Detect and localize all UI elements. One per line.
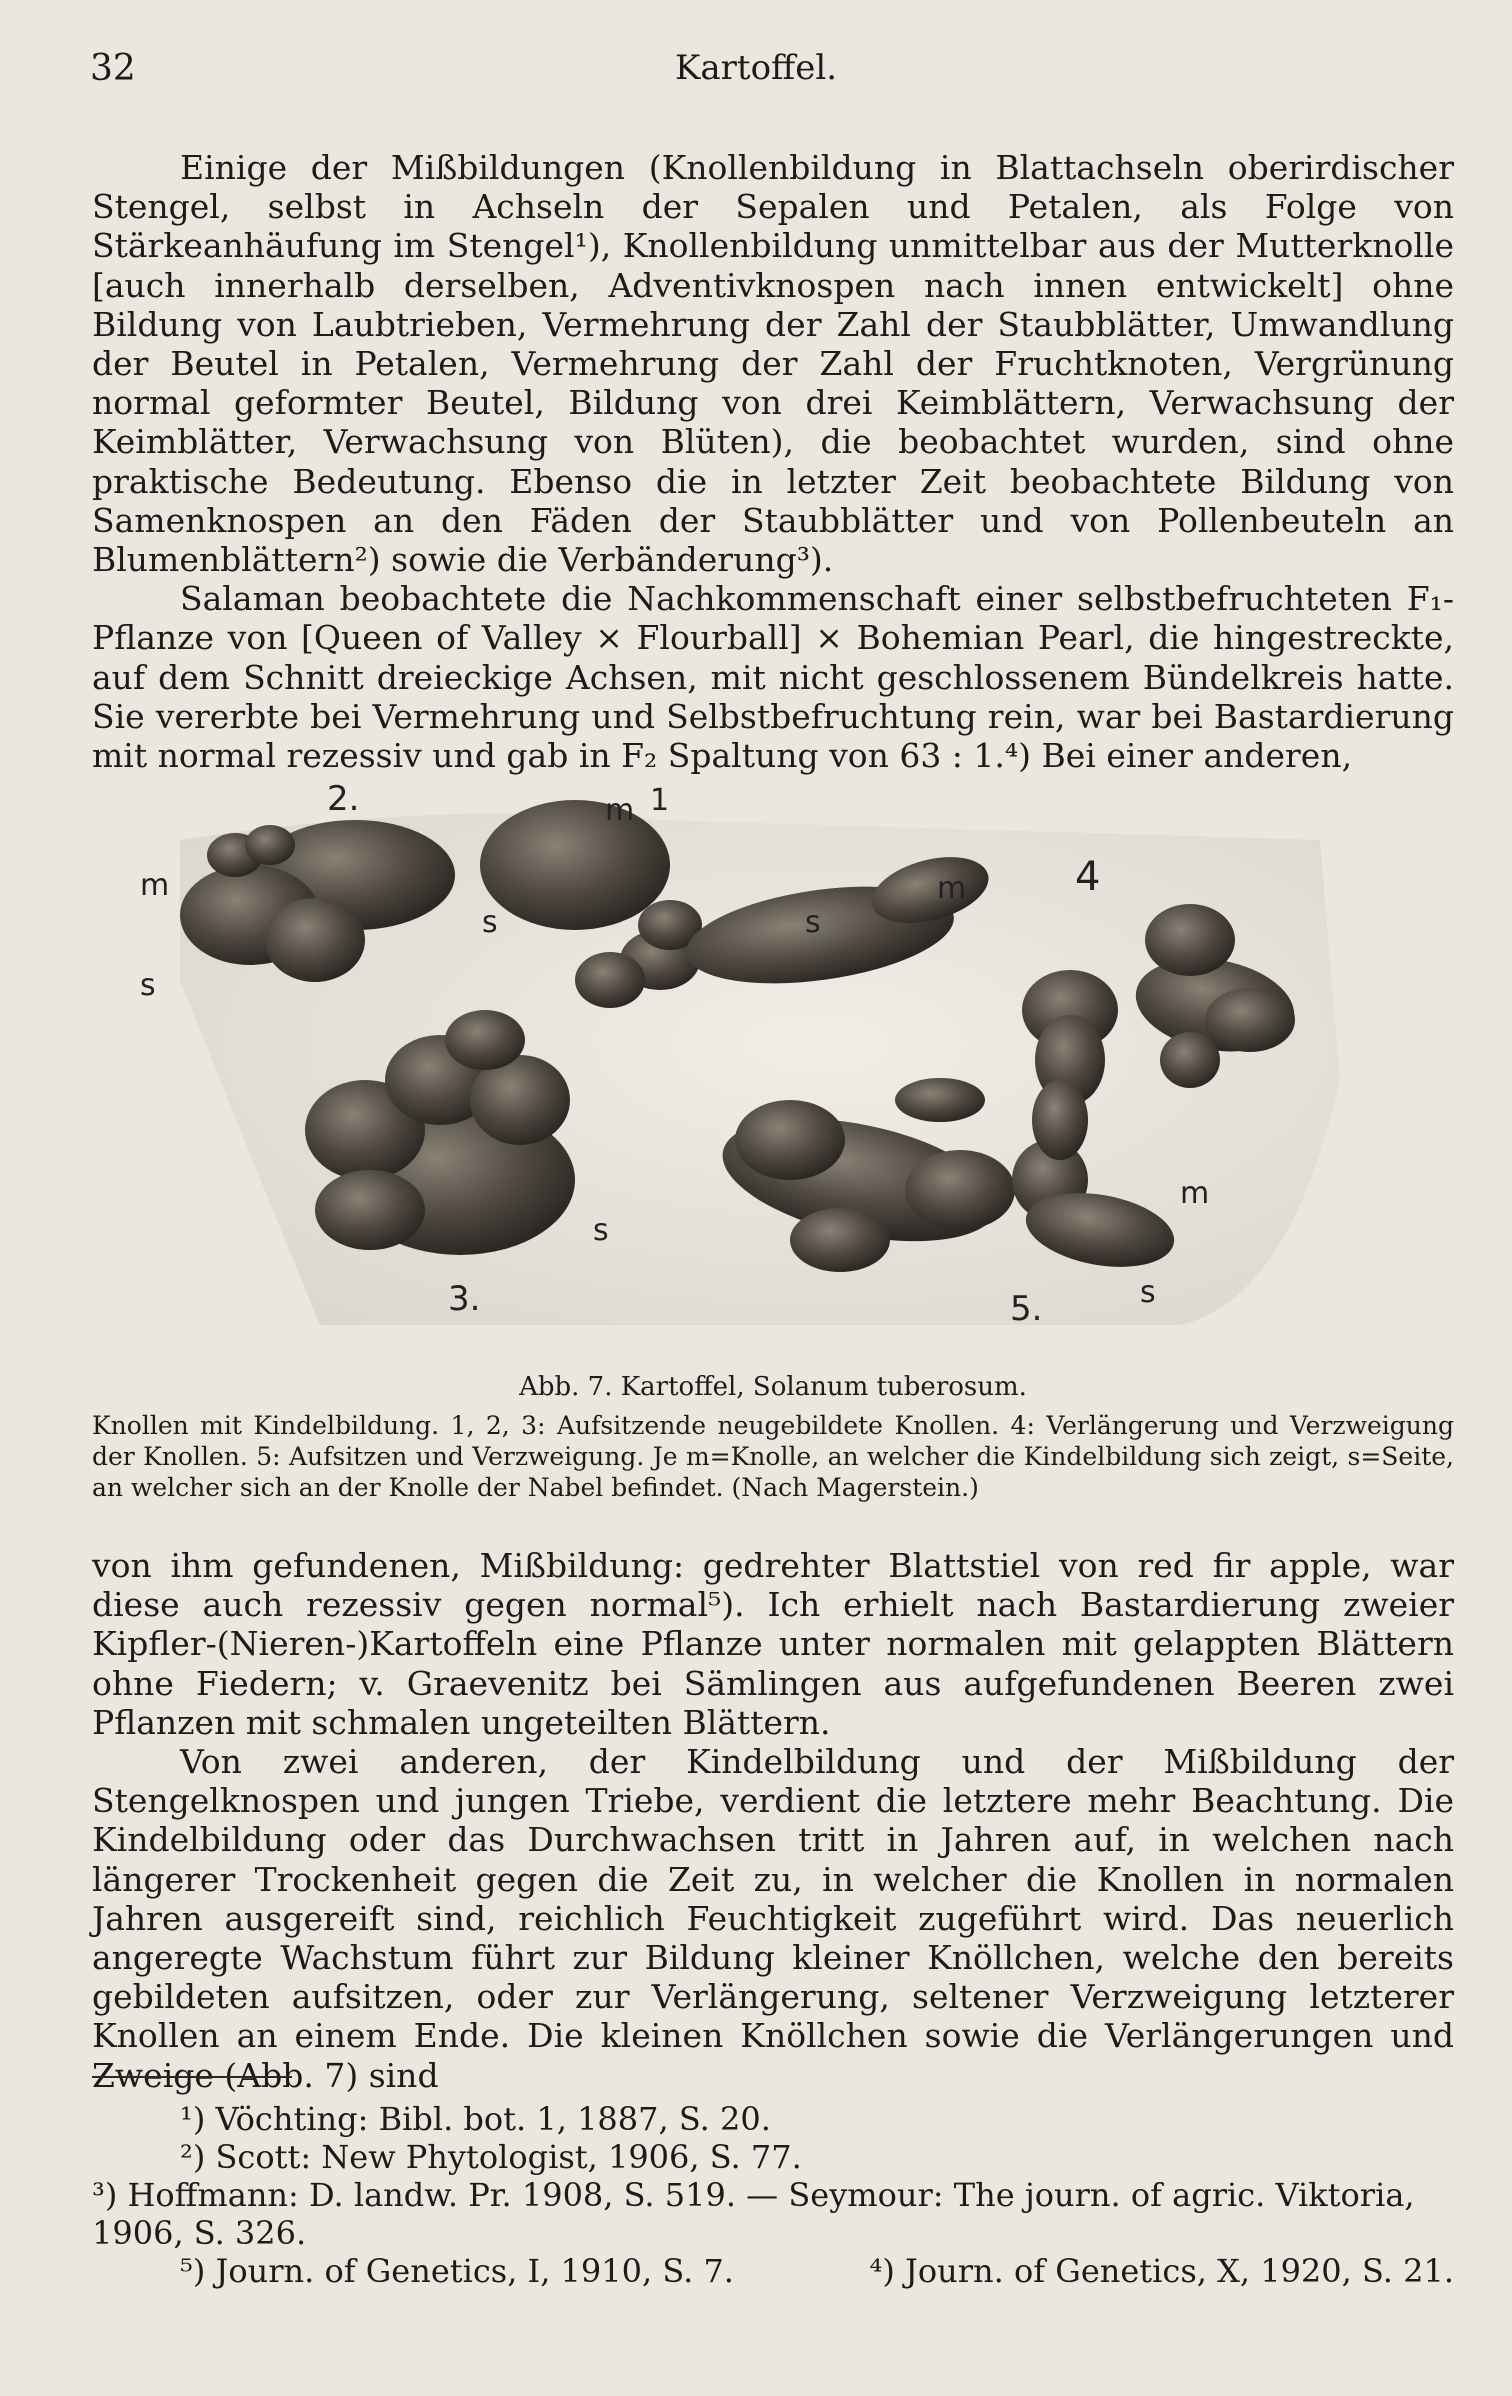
body-text-top [92, 148, 1454, 775]
label-group-5: 5. [1010, 1289, 1043, 1329]
footnote-1: ¹) Vöchting: Bibl. bot. 1, 1887, S. 20. [180, 2100, 771, 2138]
label-group-2: 2. [327, 780, 360, 819]
label-m: m [937, 871, 967, 906]
running-title: Kartoffel. [674, 48, 837, 88]
page-header [90, 48, 1422, 98]
tuber-photograph [140, 780, 1380, 1335]
label-s: s [482, 905, 498, 940]
figure-caption-text: Knollen mit Kindelbildung. 1, 2, 3: Aufsitzende neugebildete Knollen. 4: Verlängerung und Verzweigung der Knollen. 5: Aufsitzen und Verzweigung. Je m=Knolle, an welcher die Kindelbildung sich zeigt, s=Seite, an welcher sich an der Knolle der Nabel befindet. (Nach Magerstein.) [92, 1411, 1454, 1502]
paragraph: Einige der Mißbildungen (Knollenbildung in Blattachseln oberirdischer Stengel, selbst in Achseln der Sepalen und Petalen, als Folge von Stärkeanhäufung im Stengel¹), Knollenbildung unmittelbar aus der Mutterknolle [auch innerhalb derselben, Adventivknospen nach innen entwickelt] ohne Bildung von Laubtrieben, Vermehrung der Zahl der Staubblätter, Umwandlung der Beutel in Petalen, Vermehrung der Zahl der Fruchtknoten, Vergrünung normal geformter Beutel, Bildung von drei Keimblättern, Verwachsung der Keimblätter, Verwachsung von Blüten), die beobachtet wurden, sind ohne praktische Bedeutung. Ebenso die in letzter Zeit beobachtete Bildung von Samenknospen an den Fäden der Staubblätter und von Pollenbeuteln an Blumenblättern²) sowie die Verbänderung³). [92, 148, 1454, 580]
label-s: s [140, 968, 156, 1003]
footnote-2: ²) Scott: New Phytologist, 1906, S. 77. [180, 2138, 802, 2176]
label-s: s [805, 905, 821, 940]
label-m: m [140, 868, 170, 903]
footnote-rule [92, 2076, 292, 2078]
page-number: 32 [90, 48, 136, 89]
label-m: m [1180, 1176, 1210, 1211]
label-group-3: 3. [448, 1279, 481, 1319]
footnote-4: ⁴) Journ. of Genetics, X, 1920, S. 21. [869, 2252, 1454, 2290]
footnote-3: ³) Hoffmann: D. landw. Pr. 1908, S. 519. — Seymour: The journ. of agric. Viktoria, 1906, S. 326. [92, 2176, 1415, 2252]
footnote-5: ⁵) Journ. of Genetics, I, 1910, S. 7. [180, 2252, 734, 2290]
footnote-row [92, 2252, 1454, 2290]
figure-caption-title: Abb. 7. Kartoffel, Solanum tuberosum. [519, 1372, 1027, 1402]
footnotes [92, 2100, 1454, 2290]
label-group-1: 1 [650, 783, 670, 818]
body-text-bottom [92, 1546, 1454, 2095]
figure-potato-tubers [140, 780, 1380, 1335]
label-s: s [593, 1213, 609, 1248]
paragraph: von ihm gefundenen, Mißbildung: gedrehter Blattstiel von red fir apple, war diese auch rezessiv gegen normal⁵). Ich erhielt nach Bastardierung zweier Kipfler-(Nieren-)Kartoffeln eine Pflanze unter normalen mit gelappten Blättern ohne Fiedern; v. Graevenitz bei Sämlingen aus aufgefundenen Beeren zwei Pflanzen mit schmalen ungeteilten Blättern. [92, 1546, 1454, 1742]
label-group-4: 4 [1075, 854, 1101, 900]
paragraph: Von zwei anderen, der Kindelbildung und der Mißbildung der Stengelknospen und jungen Triebe, verdient die letztere mehr Beachtung. Die Kindelbildung oder das Durchwachsen tritt in Jahren auf, in welchen nach längerer Trockenheit gegen die Zeit zu, in welcher die Knollen in normalen Jahren ausgereift sind, reichlich Feuchtigkeit zugeführt wird. Das neuerlich angeregte Wachstum führt zur Bildung kleiner Knöllchen, welche den bereits gebildeten aufsitzen, oder zur Verlängerung, seltener Verzweigung letzterer Knollen an einem Ende. Die kleinen Knöllchen sowie die Verlängerungen und Zweige (Abb. 7) sind [92, 1742, 1454, 2095]
label-m: m [605, 793, 635, 828]
label-s: s [1140, 1275, 1156, 1310]
paragraph: Salaman beobachtete die Nachkommenschaft einer selbstbefruchteten F₁-Pflanze von [Queen of Valley × Flourball] × Bohemian Pearl, die hingestreckte, auf dem Schnitt dreieckige Achsen, mit nicht geschlossenem Bündelkreis hatte. Sie vererbte bei Vermehrung und Selbstbefruchtung rein, war bei Bastardierung mit normal rezessiv und gab in F₂ Spaltung von 63 : 1.⁴) Bei einer anderen, [92, 579, 1454, 776]
